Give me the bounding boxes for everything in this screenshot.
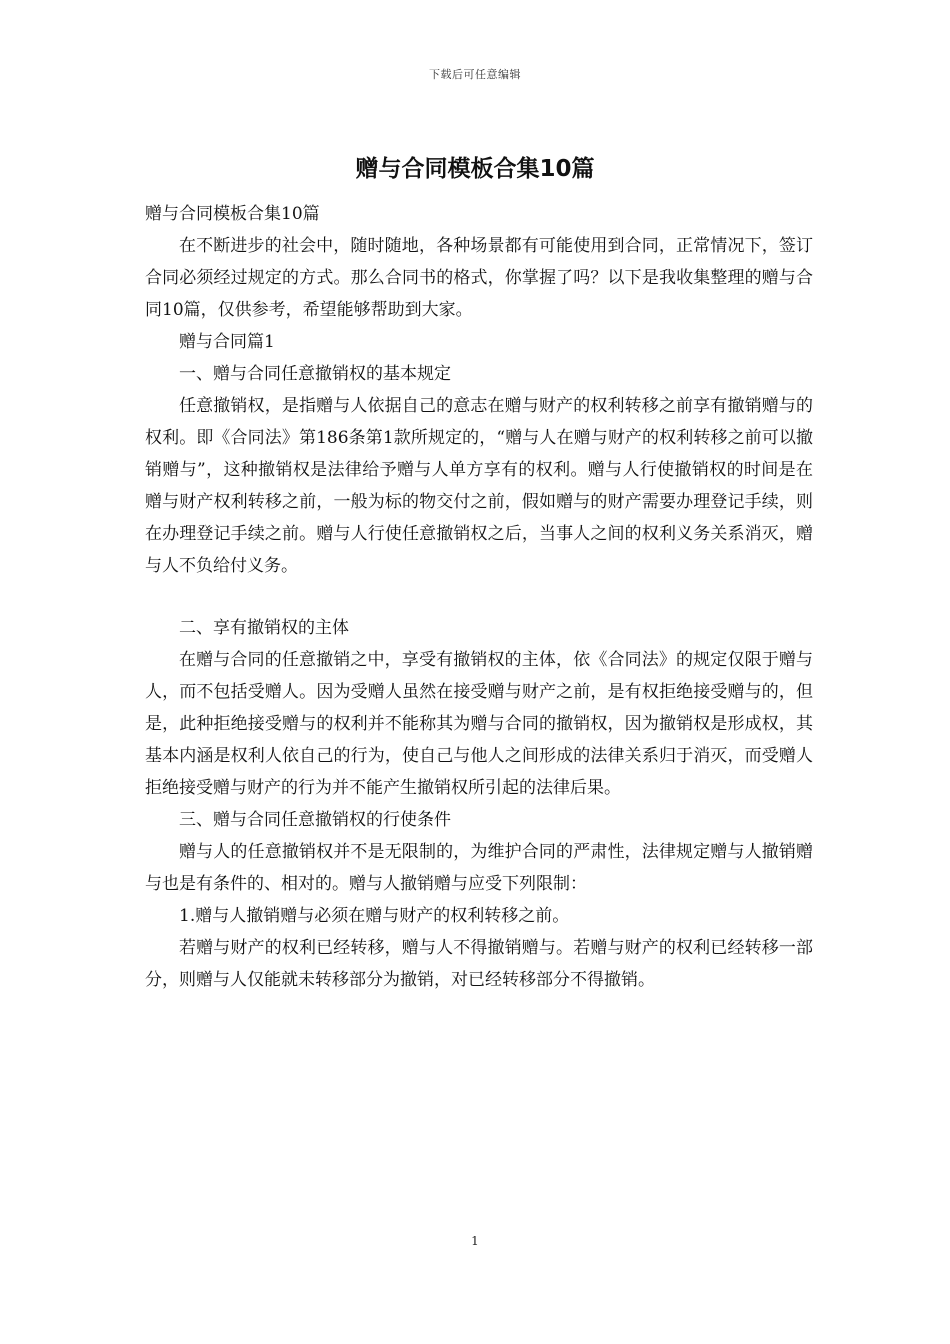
page-number: 1 [471, 1234, 479, 1248]
paragraph-revocation-conditions: 赠与人的任意撤销权并不是无限制的，为维护合同的严肃性，法律规定赠与人撤销赠与也是有条件的、相对的。赠与人撤销赠与应受下列限制： [145, 842, 813, 894]
section-heading-part1: 赠与合同篇1 [179, 332, 275, 352]
list-item-one: 1.赠与人撤销赠与必须在赠与财产的权利转移之前。 [179, 906, 570, 926]
paragraph-revocation-definition: 任意撤销权，是指赠与人依据自己的意志在赠与财产的权利转移之前享有撤销赠与的权利。即《合同法》第186条第1款所规定的，“赠与人在赠与财产的权利转移之前可以撤销赠与”，这种撤销权是法律给予赠与人单方享有的权利。赠与人行使撤销权的时间是在赠与财产权利转移之前，一般为标的物交付之前，假如赠与的财产需要办理登记手续，则在办理登记手续之前。赠与人行使任意撤销权之后，当事人之间的权利义务关系消灭，赠与人不负给付义务。 [145, 396, 813, 576]
paragraph-revocation-subject: 在赠与合同的任意撤销之中，享受有撤销权的主体，依《合同法》的规定仅限于赠与人，而不包括受赠人。因为受赠人虽然在接受赠与财产之前，是有权拒绝接受赠与的，但是，此种拒绝接受赠与的权利并不能称其为赠与合同的撤销权，因为撤销权是形成权，其基本内涵是权利人依自己的行为，使自己与他人之间形成的法律关系归于消灭，而受赠人拒绝接受赠与财产的行为并不能产生撤销权所引起的法律后果。 [145, 650, 813, 798]
document-title: 赠与合同模板合集10篇 [355, 156, 595, 182]
heading-three: 三、赠与合同任意撤销权的行使条件 [179, 810, 451, 830]
document-body [145, 198, 813, 996]
heading-one: 一、赠与合同任意撤销权的基本规定 [179, 364, 451, 384]
header-note: 下载后可任意编辑 [429, 68, 521, 81]
subtitle-paragraph: 赠与合同模板合集10篇 [145, 204, 320, 224]
heading-two: 二、享有撤销权的主体 [179, 618, 349, 638]
intro-paragraph: 在不断进步的社会中，随时随地，各种场景都有可能使用到合同，正常情况下，签订合同必须经过规定的方式。那么合同书的格式，你掌握了吗？以下是我收集整理的赠与合同10篇，仅供参考，希望能够帮助到大家。 [145, 236, 813, 320]
paragraph-transfer-restriction: 若赠与财产的权利已经转移，赠与人不得撤销赠与。若赠与财产的权利已经转移一部分，则赠与人仅能就未转移部分为撤销，对已经转移部分不得撤销。 [145, 938, 813, 990]
